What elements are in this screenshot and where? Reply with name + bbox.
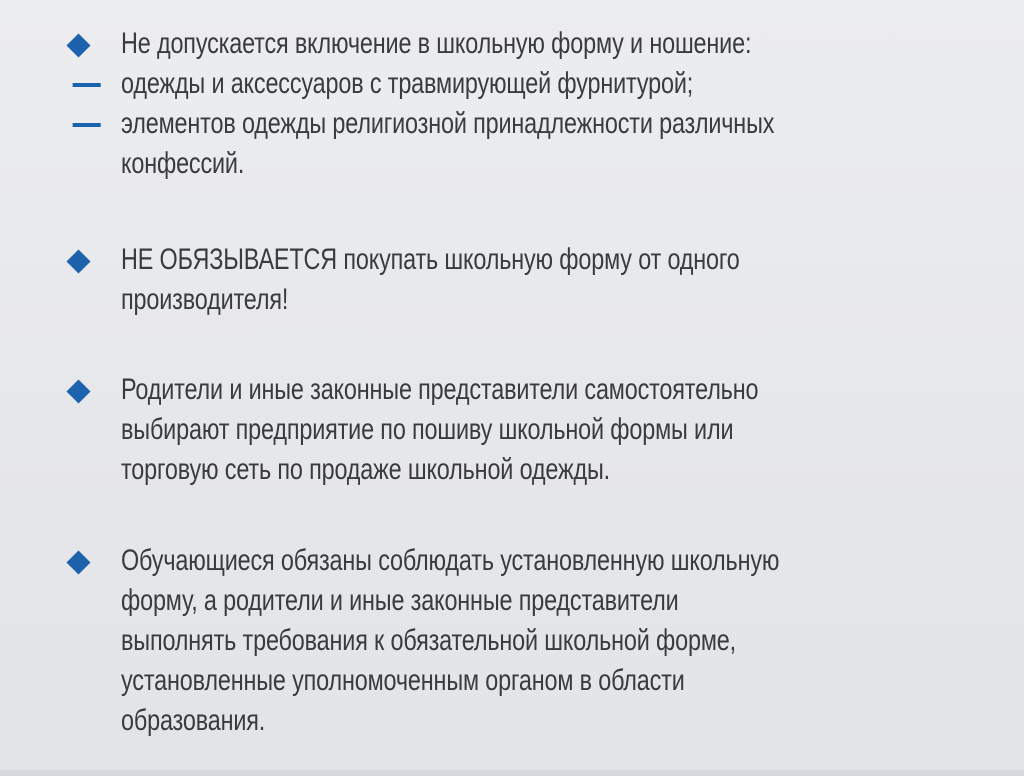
sub-item-1-text: одежды и аксессуаров с травмирующей фурнитурой; [121, 67, 694, 100]
item-3-line-1: Родители и иные законные представители самостоятельно [121, 373, 759, 406]
item-4-line-1: Обучающиеся обязаны соблюдать установленную школьную [121, 544, 780, 577]
diamond-bullet-icon [66, 33, 90, 57]
diamond-bullet-icon [66, 379, 90, 403]
diamond-bullet-icon [66, 249, 90, 273]
item-3-line-2: выбирают предприятие по пошиву школьной формы или [121, 413, 734, 446]
item-4-line-5: образования. [121, 704, 266, 737]
item-2-line-1: НЕ ОБЯЗЫВАЕТСЯ покупать школьную форму от одного [121, 243, 740, 276]
sub-item-2 [70, 104, 950, 144]
sub-item-2-continuation [70, 144, 950, 184]
sub-item-2-continuation-text: конфессий. [121, 147, 245, 180]
sub-item-2-text: элементов одежды религиозной принадлежности различных [121, 107, 775, 140]
sub-item-1 [70, 64, 950, 104]
dash-bullet-icon [73, 83, 101, 87]
dash-bullet-icon [73, 123, 101, 127]
diamond-bullet-icon [66, 550, 90, 574]
bullet-item-3 [70, 370, 950, 490]
bullet-item-2 [70, 240, 950, 320]
item-4-line-4: установленные уполномоченным органом в области [121, 664, 685, 697]
bullet-item-1 [70, 24, 950, 184]
item-1-text: Не допускается включение в школьную форму и ношение: [121, 27, 752, 60]
bottom-strip [0, 770, 1024, 776]
item-4-line-2: форму, а родители и иные законные представители [121, 584, 679, 617]
item-3-line-3: торговую сеть по продаже школьной одежды. [121, 453, 611, 486]
item-2-line-2: производителя! [121, 283, 289, 316]
item-4-line-3: выполнять требования к обязательной школьной форме, [121, 624, 736, 657]
bullet-item-4 [70, 541, 950, 741]
